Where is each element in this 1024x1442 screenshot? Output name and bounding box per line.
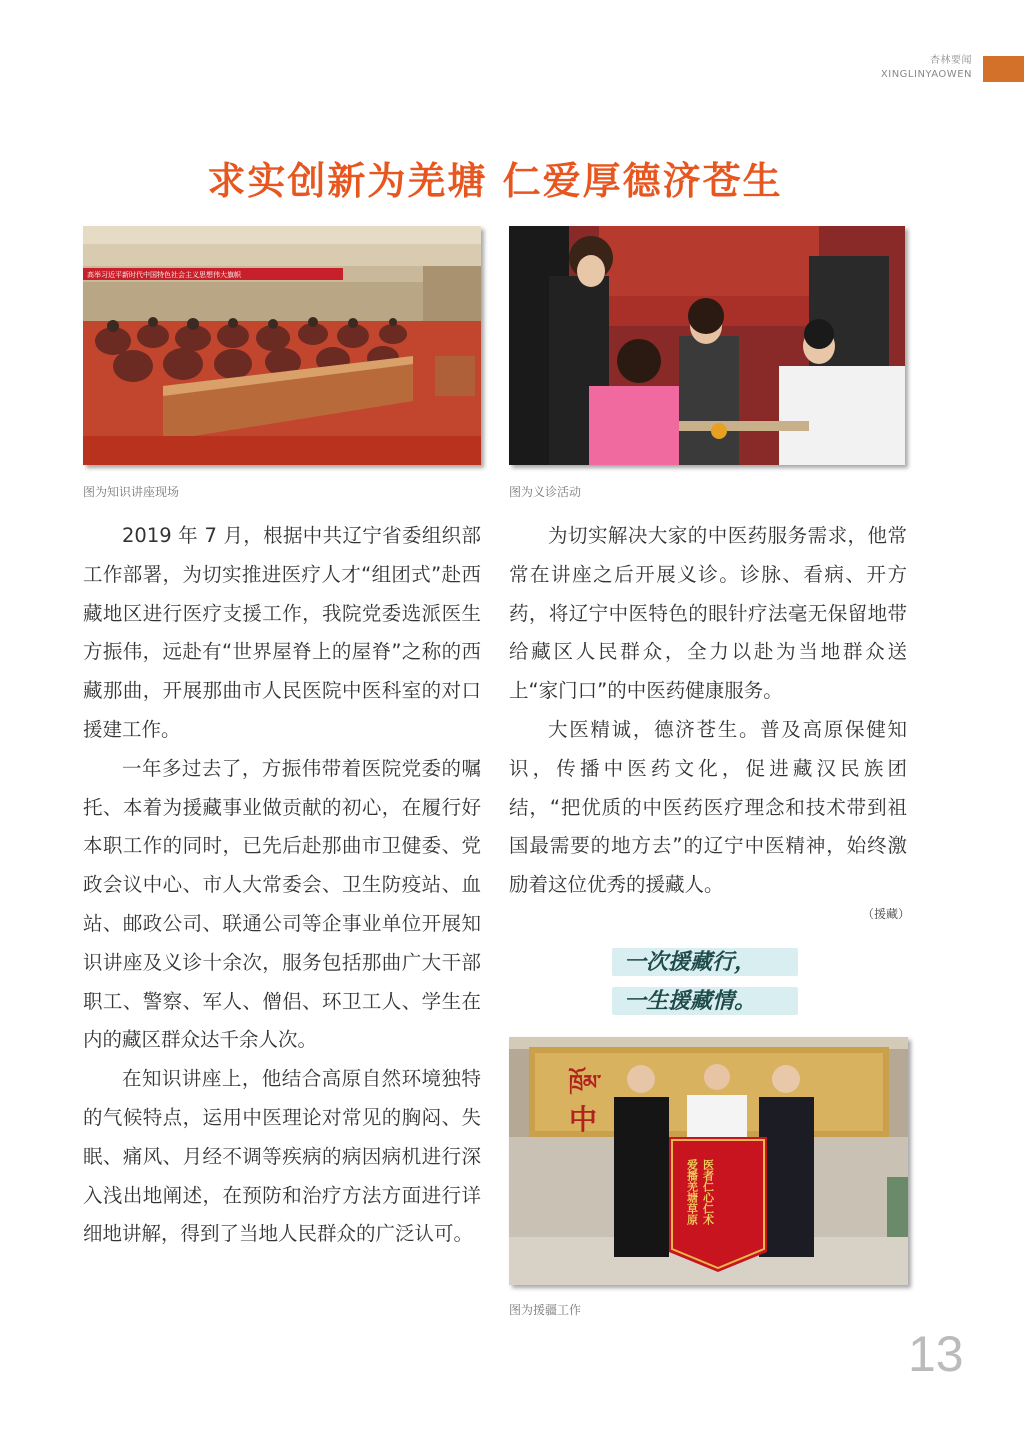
paragraph: 一年多过去了，方振伟带着医院党委的嘱托、本着为援藏事业做贡献的初心，在履行好本职工作的同时，已先后赴那曲市卫健委、党政会议中心、市人大常委会、卫生防疫站、血站、邮政公司、联通公司等企事业单位开展知识讲座及义诊十余次，服务包括那曲广大干部职工、警察、军人、僧侣、环卫工人、学生在内的藏区群众达千余人次。 (83, 756, 481, 1052)
lecture-banner: 高举习近平新时代中国特色社会主义思想伟大旗帜 (87, 271, 241, 279)
aid-caption: 图为援疆工作 (509, 1303, 582, 1317)
section-name-cn: 杏林要闻 (930, 55, 972, 66)
slogan-line-2: 一生援藏情。 (612, 987, 798, 1015)
clinic-photo-illustration (509, 226, 905, 465)
right-column (509, 517, 907, 905)
aid-photo (509, 1037, 908, 1285)
lecture-photo (83, 226, 481, 465)
pennant-main-text: 医者仁心仁术 (701, 1159, 715, 1225)
section-name-en: XINGLINYAOWEN (880, 69, 972, 80)
paragraph: 2019 年 7 月，根据中共辽宁省委组织部工作部署，为切实推进医疗人才“组团式”赴西藏地区进行医疗支援工作，我院党委选派医生方振伟，远赴有“世界屋脊上的屋脊”之称的西藏那曲，开展那曲市人民医院中医科室的对口援建工作。 (83, 524, 481, 741)
paragraph: 大医精诚，德济苍生。普及高原保健知识，传播中医药文化，促进藏汉民族团结，“把优质的中医药医疗理念和技术带到祖国最需要的地方去”的辽宁中医精神，始终激励着这位优秀的援藏人。 (509, 717, 907, 897)
article-signoff: （援藏） (862, 907, 911, 921)
clinic-photo (509, 226, 905, 465)
left-column (83, 517, 481, 1254)
lecture-photo-illustration (83, 226, 481, 465)
article-title: 求实创新为羌塘 仁爱厚德济苍生 (207, 158, 783, 203)
lecture-caption: 图为知识讲座现场 (83, 485, 180, 499)
aid-photo-illustration (509, 1037, 908, 1285)
page-number: 13 (908, 1326, 964, 1382)
pennant-sub-text: 爱播羌塘草原 (685, 1159, 699, 1225)
svg-text:ཁྲོམ་: ཁྲོམ་ (569, 1070, 602, 1094)
plaque-text: 中 (569, 1103, 598, 1136)
paragraph: 在知识讲座上，他结合高原自然环境独特的气候特点，运用中医理论对常见的胸闷、失眠、痛风、月经不调等疾病的病因病机进行深入浅出地阐述，在预防和治疗方法方面进行详细地讲解，得到了当地人民群众的广泛认可。 (83, 1067, 481, 1246)
clinic-caption: 图为义诊活动 (509, 485, 582, 499)
section-header (881, 54, 972, 82)
paragraph: 为切实解决大家的中医药服务需求，他常常在讲座之后开展义诊。诊脉、看病、开方药，将辽宁中医特色的眼针疗法毫无保留地带给藏区人民群众，全力以赴为当地群众送上“家门口”的中医药健康服务。 (509, 524, 907, 703)
slogan-line-1: 一次援藏行， (612, 948, 798, 976)
section-tab-marker (983, 56, 1024, 82)
